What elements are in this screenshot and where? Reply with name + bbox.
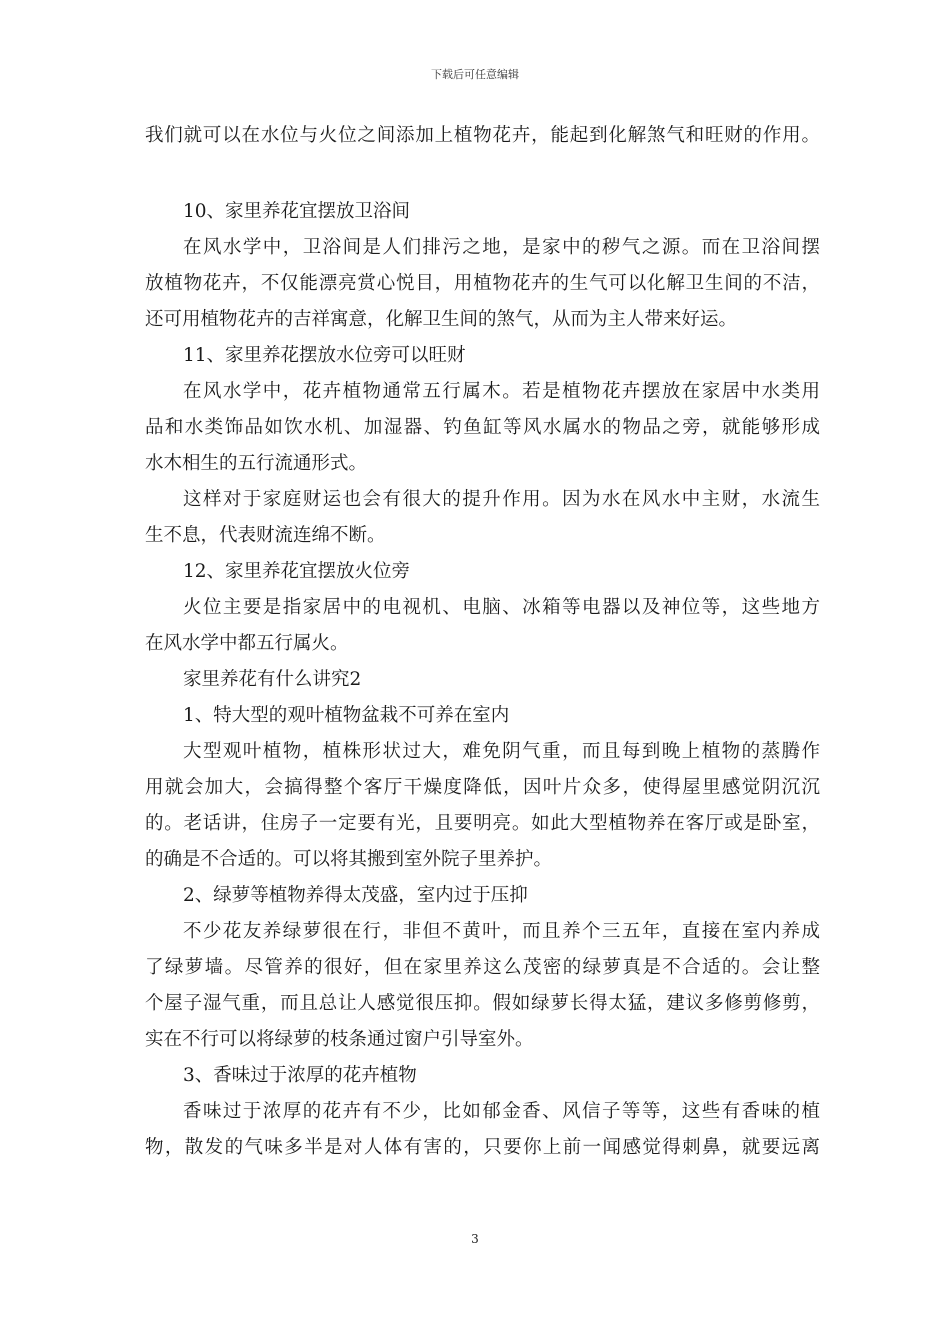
section-heading: 2、绿萝等植物养得太茂盛，室内过于压抑: [183, 885, 528, 906]
paragraph-line: 不少花友养绿萝很在行，非但不黄叶，而且养个三五年，直接在室内养成: [183, 921, 820, 942]
paragraph-line: 火位主要是指家居中的电视机、电脑、冰箱等电器以及神位等，这些地方: [183, 597, 820, 618]
paragraph-line: 实在不行可以将绿萝的枝条通过窗户引导室外。: [145, 1029, 534, 1050]
section-heading: 12、家里养花宜摆放火位旁: [183, 561, 411, 582]
paragraph-gap: [145, 154, 820, 194]
paragraph-line: 品和水类饰品如饮水机、加湿器、钓鱼缸等风水属水的物品之旁，就能够形成: [145, 417, 820, 438]
section-title: 家里养花有什么讲究2: [183, 669, 362, 690]
section-heading: 1、特大型的观叶植物盆栽不可养在室内: [183, 705, 510, 726]
paragraph-line: 在风水学中都五行属火。: [145, 633, 349, 654]
paragraph-line: 还可用植物花卉的吉祥寓意，化解卫生间的煞气，从而为主人带来好运。: [145, 309, 738, 330]
paragraph-line: 个屋子湿气重，而且总让人感觉很压抑。假如绿萝长得太猛，建议多修剪修剪，: [145, 993, 820, 1014]
paragraph-line: 的确是不合适的。可以将其搬到室外院子里养护。: [145, 849, 553, 870]
paragraph-line: 用就会加大，会搞得整个客厅干燥度降低，因叶片众多，使得屋里感觉阴沉沉: [145, 777, 820, 798]
paragraph-line: 放植物花卉，不仅能漂亮赏心悦目，用植物花卉的生气可以化解卫生间的不洁，: [145, 273, 820, 294]
section-heading: 3、香味过于浓厚的花卉植物: [183, 1065, 417, 1086]
paragraph-line: 的。老话讲，住房子一定要有光，且要明亮。如此大型植物养在客厅或是卧室，: [145, 813, 820, 834]
paragraph-line: 这样对于家庭财运也会有很大的提升作用。因为水在风水中主财，水流生: [183, 489, 820, 510]
section-heading: 11、家里养花摆放水位旁可以旺财: [183, 345, 466, 366]
paragraph-line: 在风水学中，花卉植物通常五行属木。若是植物花卉摆放在家居中水类用: [183, 381, 820, 402]
paragraph-line: 了绿萝墙。尽管养的很好，但在家里养这么茂密的绿萝真是不合适的。会让整: [145, 957, 820, 978]
paragraph-line: 水木相生的五行流通形式。: [145, 453, 368, 474]
paragraph-line: 在风水学中，卫浴间是人们排污之地，是家中的秽气之源。而在卫浴间摆: [183, 237, 820, 258]
paragraph-line: 物，散发的气味多半是对人体有害的，只要你上前一闻感觉得刺鼻，就要远离: [145, 1137, 820, 1158]
page-header: 下载后可任意编辑: [431, 68, 519, 81]
document-body: [145, 118, 820, 1166]
paragraph-line: 大型观叶植物，植株形状过大，难免阴气重，而且每到晚上植物的蒸腾作: [183, 741, 820, 762]
paragraph-line: 我们就可以在水位与火位之间添加上植物花卉，能起到化解煞气和旺财的作用。: [145, 125, 820, 146]
paragraph-line: 香味过于浓厚的花卉有不少，比如郁金香、风信子等等，这些有香味的植: [183, 1101, 820, 1122]
section-heading: 10、家里养花宜摆放卫浴间: [183, 201, 411, 222]
paragraph-line: 生不息，代表财流连绵不断。: [145, 525, 386, 546]
page-number: 3: [471, 1232, 479, 1246]
